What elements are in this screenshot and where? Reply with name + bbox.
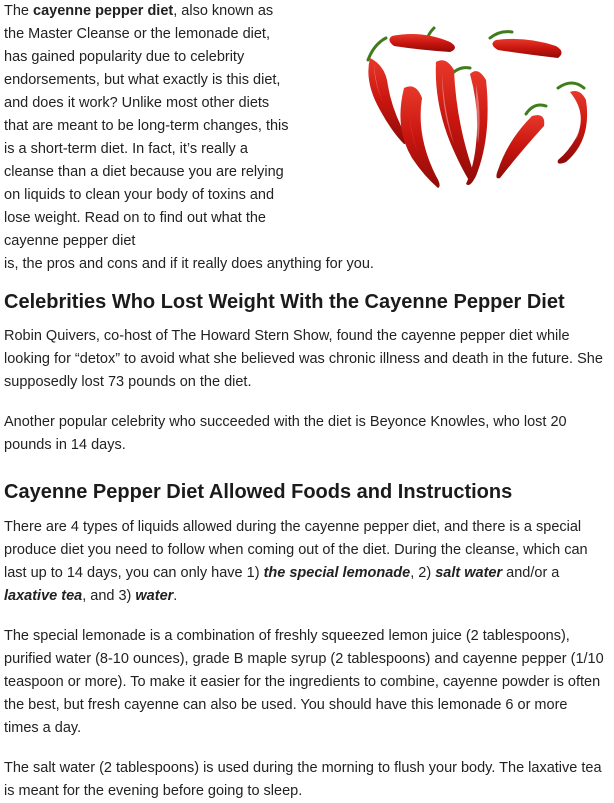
text-run: There are 4 types of liquids allowed during the cayenne pepper diet, and there is a special produce diet you need to follow when coming out of the diet. During the cleanse, which can last up to 14 days, you can only have 1) [4,519,588,581]
text-run: . [173,588,178,604]
intro-pre: The [4,3,34,19]
salt-water-emphasis: salt water [435,565,503,581]
section-heading-allowed-foods: Cayenne Pepper Diet Allowed Foods and Instructions [4,481,513,503]
intro-paragraph [4,0,294,253]
intro-lead-bold: cayenne pepper diet [33,3,174,19]
section2-paragraph-3: The salt water (2 tablespoons) is used during the morning to flush your body. The laxative tea is meant for the evening before going to sleep. [4,760,602,799]
special-lemonade-emphasis: the special lemonade [263,565,411,581]
section2-paragraph-2: The special lemonade is a combination of freshly squeezed lemon juice (2 tablespoons), purified water (8-10 ounces), grade B maple syrup (2 tablespoons) and cayenne pepper (1/10 teaspoon or more). To make it easier for the ingredients to combine, cayenne powder is often the best, but fresh cayenne can also be used. You should have this lemonade 6 or more times a day. [4,628,604,736]
text-run: and/or a [502,565,560,581]
red-chili-peppers-image [300,18,606,208]
intro-tail: is, the pros and cons and if it really does anything for you. [4,256,374,272]
laxative-tea-emphasis: laxative tea [4,588,83,604]
section1-paragraph-1: Robin Quivers, co-host of The Howard Stern Show, found the cayenne pepper diet while looking for “detox” to avoid what she believed was chronic illness and death in the future. She supposedly lost 73 pounds on the diet. [4,328,603,390]
section-heading-celebrities: Celebrities Who Lost Weight With the Cayenne Pepper Diet [4,291,565,313]
section2-paragraph-1 [4,516,604,608]
text-run: , and 3) [82,588,136,604]
water-emphasis: water [135,588,174,604]
intro-post: , also known as the Master Cleanse or the lemonade diet, has gained popularity due to celebrity endorsements, but what exactly is this diet, and does it work? Unlike most other diets that are meant to be long-term changes, this is a short-term diet. In fact, it’s really a cleanse than a diet because you are relying on liquids to clean your body of toxins and lose weight. Read on to find out what the cayenne pepper diet [4,3,289,249]
section1-paragraph-2: Another popular celebrity who succeeded with the diet is Beyonce Knowles, who lost 20 pounds in 14 days. [4,414,567,453]
text-run: , 2) [410,565,436,581]
